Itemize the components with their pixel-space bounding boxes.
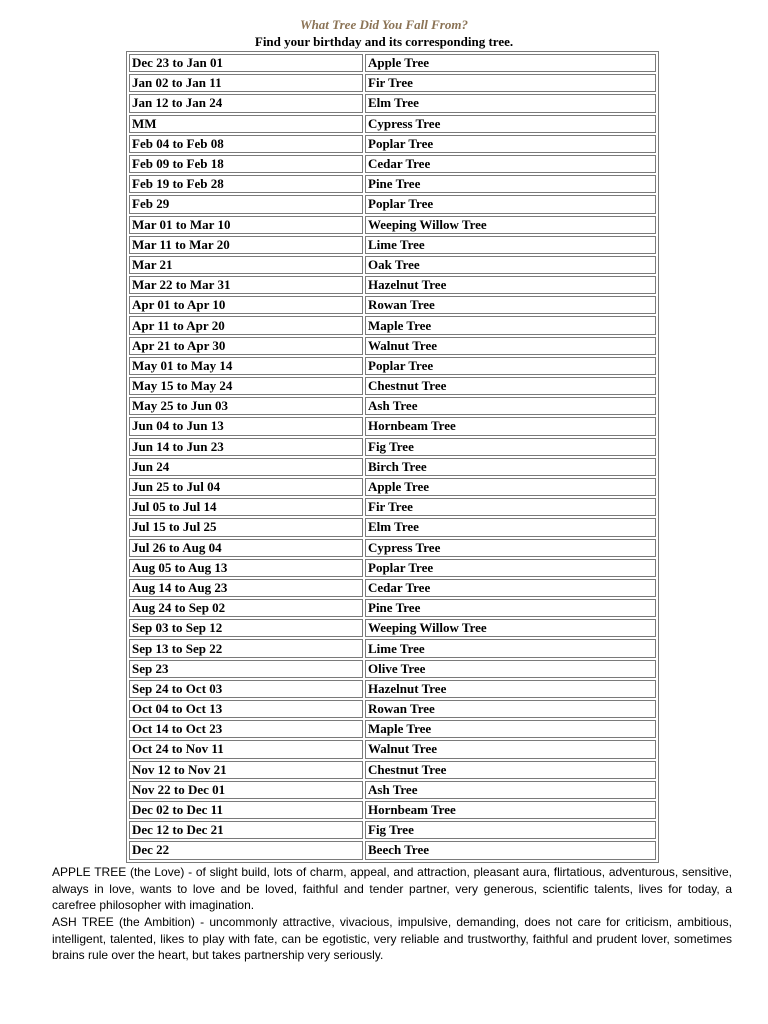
- table-row: [129, 115, 656, 133]
- table-row: [129, 478, 656, 496]
- tree-name-cell: Cedar Tree: [365, 155, 656, 173]
- tree-name-cell: Elm Tree: [365, 518, 656, 536]
- tree-name-cell: Chestnut Tree: [365, 761, 656, 779]
- birthday-range-cell: Oct 14 to Oct 23: [129, 720, 363, 738]
- table-row: [129, 821, 656, 839]
- tree-name-cell: Hornbeam Tree: [365, 417, 656, 435]
- table-row: [129, 700, 656, 718]
- birthday-range-cell: Dec 23 to Jan 01: [129, 54, 363, 72]
- table-row: [129, 559, 656, 577]
- birthday-range-cell: Feb 29: [129, 195, 363, 213]
- birthday-range-cell: Feb 09 to Feb 18: [129, 155, 363, 173]
- birthday-range-cell: Dec 02 to Dec 11: [129, 801, 363, 819]
- table-row: [129, 377, 656, 395]
- tree-name-cell: Hazelnut Tree: [365, 680, 656, 698]
- birthday-range-cell: Mar 21: [129, 256, 363, 274]
- table-row: [129, 438, 656, 456]
- birthday-range-cell: MM: [129, 115, 363, 133]
- birthday-range-cell: Jun 14 to Jun 23: [129, 438, 363, 456]
- tree-name-cell: Pine Tree: [365, 599, 656, 617]
- tree-name-cell: Hornbeam Tree: [365, 801, 656, 819]
- birthday-range-cell: Jul 05 to Jul 14: [129, 498, 363, 516]
- table-row: [129, 599, 656, 617]
- tree-name-cell: Weeping Willow Tree: [365, 619, 656, 637]
- table-row: [129, 518, 656, 536]
- birthday-range-cell: Jun 25 to Jul 04: [129, 478, 363, 496]
- tree-name-cell: Fir Tree: [365, 74, 656, 92]
- birthday-range-cell: Jul 26 to Aug 04: [129, 539, 363, 557]
- table-row: [129, 216, 656, 234]
- birthday-range-cell: Oct 04 to Oct 13: [129, 700, 363, 718]
- table-row: [129, 417, 656, 435]
- birthday-range-cell: Jan 02 to Jan 11: [129, 74, 363, 92]
- table-row: [129, 195, 656, 213]
- birthday-range-cell: May 01 to May 14: [129, 357, 363, 375]
- table-row: [129, 801, 656, 819]
- table-row: [129, 841, 656, 859]
- tree-name-cell: Birch Tree: [365, 458, 656, 476]
- tree-name-cell: Olive Tree: [365, 660, 656, 678]
- table-row: [129, 357, 656, 375]
- birthday-range-cell: Jul 15 to Jul 25: [129, 518, 363, 536]
- page-subtitle: Find your birthday and its corresponding tree.: [254, 34, 514, 49]
- birthday-range-cell: Nov 22 to Dec 01: [129, 781, 363, 799]
- tree-name-cell: Fig Tree: [365, 438, 656, 456]
- tree-name-cell: Poplar Tree: [365, 195, 656, 213]
- tree-name-cell: Weeping Willow Tree: [365, 216, 656, 234]
- table-row: [129, 337, 656, 355]
- birthday-range-cell: Apr 21 to Apr 30: [129, 337, 363, 355]
- table-body: [129, 54, 656, 860]
- tree-name-cell: Apple Tree: [365, 478, 656, 496]
- tree-name-cell: Apple Tree: [365, 54, 656, 72]
- tree-name-cell: Fig Tree: [365, 821, 656, 839]
- page-title: What Tree Did You Fall From?: [300, 17, 468, 32]
- table-row: [129, 236, 656, 254]
- birthday-range-cell: Sep 23: [129, 660, 363, 678]
- birthday-range-cell: Sep 13 to Sep 22: [129, 639, 363, 657]
- tree-name-cell: Poplar Tree: [365, 559, 656, 577]
- birthday-range-cell: Apr 01 to Apr 10: [129, 296, 363, 314]
- birthday-range-cell: Nov 12 to Nov 21: [129, 761, 363, 779]
- table-row: [129, 135, 656, 153]
- table-row: [129, 276, 656, 294]
- table-row: [129, 740, 656, 758]
- birthday-range-cell: Apr 11 to Apr 20: [129, 316, 363, 334]
- ash-tree-description: ASH TREE (the Ambition) - uncommonly attractive, vivacious, impulsive, demanding, does not care for criticism, ambitious, intelligent, talented, likes to play with fate, can be egotistic, very reliable and trustworthy, faithful and prudent lover, sometimes brains rule over the heart, but takes partnership very seriously.: [52, 915, 732, 962]
- table-row: [129, 579, 656, 597]
- birthday-range-cell: Dec 12 to Dec 21: [129, 821, 363, 839]
- birthday-range-cell: Dec 22: [129, 841, 363, 859]
- birthday-range-cell: Jun 04 to Jun 13: [129, 417, 363, 435]
- tree-name-cell: Cedar Tree: [365, 579, 656, 597]
- birthday-range-cell: Mar 22 to Mar 31: [129, 276, 363, 294]
- tree-name-cell: Hazelnut Tree: [365, 276, 656, 294]
- table-row: [129, 619, 656, 637]
- table-row: [129, 256, 656, 274]
- apple-tree-description: APPLE TREE (the Love) - of slight build, lots of charm, appeal, and attraction, pleasant aura, flirtatious, adventurous, sensitive, always in love, wants to love and be loved, faithful and tender partner, very generous, scientific talents, lives for today, a carefree philosopher with imagination.: [52, 865, 732, 912]
- birthday-range-cell: May 15 to May 24: [129, 377, 363, 395]
- table-row: [129, 397, 656, 415]
- tree-name-cell: Poplar Tree: [365, 135, 656, 153]
- tree-name-cell: Lime Tree: [365, 639, 656, 657]
- table-row: [129, 54, 656, 72]
- table-row: [129, 660, 656, 678]
- tree-name-cell: Ash Tree: [365, 397, 656, 415]
- table-row: [129, 639, 656, 657]
- table-row: [129, 175, 656, 193]
- tree-name-cell: Cypress Tree: [365, 115, 656, 133]
- birthday-range-cell: Aug 24 to Sep 02: [129, 599, 363, 617]
- table-row: [129, 316, 656, 334]
- tree-name-cell: Maple Tree: [365, 316, 656, 334]
- birthday-range-cell: Jan 12 to Jan 24: [129, 94, 363, 112]
- tree-name-cell: Rowan Tree: [365, 700, 656, 718]
- tree-name-cell: Beech Tree: [365, 841, 656, 859]
- table-row: [129, 720, 656, 738]
- table-row: [129, 498, 656, 516]
- birthday-range-cell: Aug 14 to Aug 23: [129, 579, 363, 597]
- birthday-range-cell: Feb 04 to Feb 08: [129, 135, 363, 153]
- birthday-range-cell: May 25 to Jun 03: [129, 397, 363, 415]
- birthday-range-cell: Sep 24 to Oct 03: [129, 680, 363, 698]
- birthday-range-cell: Mar 11 to Mar 20: [129, 236, 363, 254]
- tree-name-cell: Walnut Tree: [365, 740, 656, 758]
- table-row: [129, 781, 656, 799]
- table-row: [129, 155, 656, 173]
- tree-name-cell: Elm Tree: [365, 94, 656, 112]
- birthday-tree-table: [126, 51, 659, 863]
- tree-name-cell: Chestnut Tree: [365, 377, 656, 395]
- table-row: [129, 296, 656, 314]
- birthday-range-cell: Feb 19 to Feb 28: [129, 175, 363, 193]
- tree-name-cell: Walnut Tree: [365, 337, 656, 355]
- tree-name-cell: Lime Tree: [365, 236, 656, 254]
- table-row: [129, 761, 656, 779]
- tree-name-cell: Pine Tree: [365, 175, 656, 193]
- tree-name-cell: Ash Tree: [365, 781, 656, 799]
- birthday-range-cell: Oct 24 to Nov 11: [129, 740, 363, 758]
- birthday-range-cell: Jun 24: [129, 458, 363, 476]
- tree-name-cell: Fir Tree: [365, 498, 656, 516]
- tree-name-cell: Poplar Tree: [365, 357, 656, 375]
- tree-name-cell: Maple Tree: [365, 720, 656, 738]
- table-row: [129, 539, 656, 557]
- table-row: [129, 680, 656, 698]
- birthday-range-cell: Mar 01 to Mar 10: [129, 216, 363, 234]
- tree-name-cell: Cypress Tree: [365, 539, 656, 557]
- birthday-range-cell: Sep 03 to Sep 12: [129, 619, 363, 637]
- table-row: [129, 458, 656, 476]
- table-row: [129, 74, 656, 92]
- table-row: [129, 94, 656, 112]
- tree-name-cell: Rowan Tree: [365, 296, 656, 314]
- birthday-range-cell: Aug 05 to Aug 13: [129, 559, 363, 577]
- tree-name-cell: Oak Tree: [365, 256, 656, 274]
